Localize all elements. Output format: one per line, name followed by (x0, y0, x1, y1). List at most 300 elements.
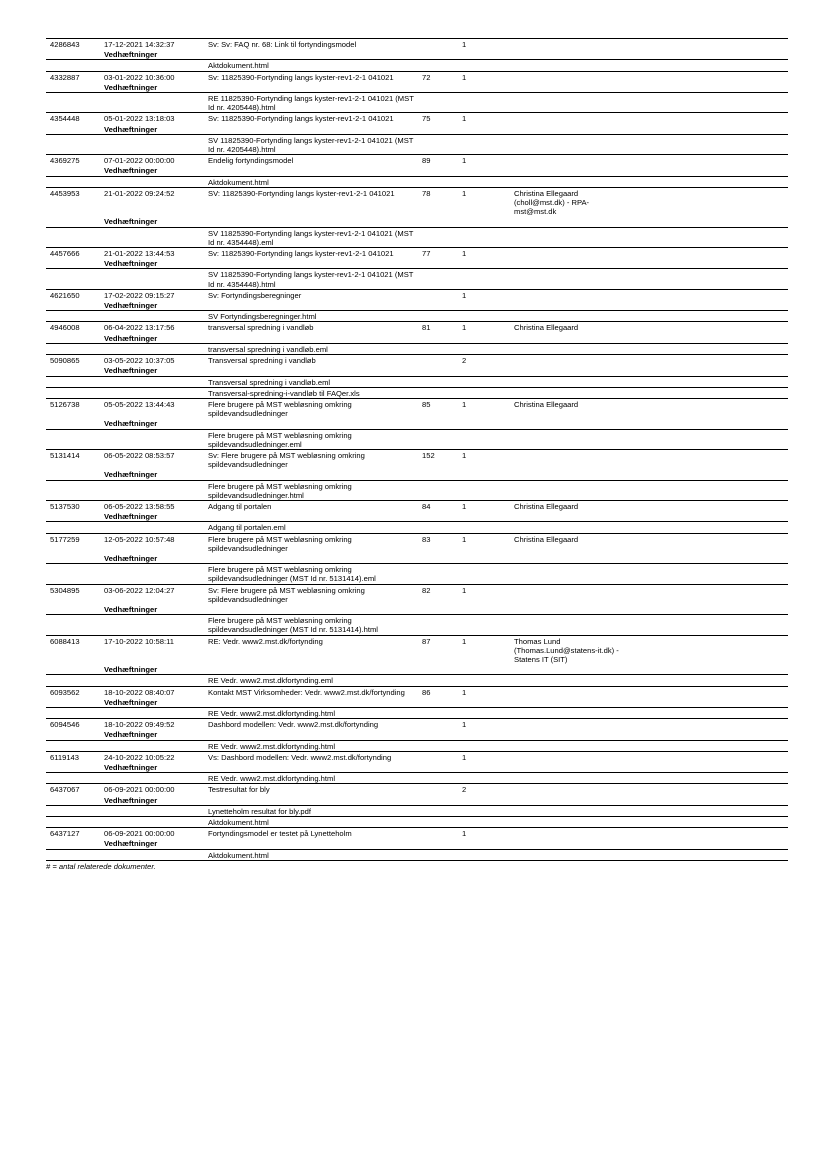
record-person: Christina Ellegaard (choll@mst.dk) - RPA-mst@mst.dk (510, 187, 630, 216)
attachment-file[interactable]: RE Vedr. www2.mst.dkfortynding.html (204, 740, 418, 751)
record-pages: 83 (418, 533, 458, 553)
empty-cell (46, 604, 100, 615)
record-related-count: 1 (458, 584, 510, 604)
record-related-count: 1 (458, 533, 510, 553)
empty-cell (46, 511, 100, 522)
empty-cell (204, 333, 788, 344)
record-date: 05-05-2022 13:44:43 (100, 398, 204, 418)
record-id: 4354448 (46, 113, 100, 124)
attachment-file[interactable]: SV 11825390-Fortynding langs kyster-rev1-2-1 041021 (MST Id nr. 4205448).html (204, 134, 418, 154)
attachments-label: Vedhæftninger (104, 470, 158, 480)
attachments-label: Vedhæftninger (104, 259, 158, 269)
attachment-row (46, 311, 788, 322)
empty-cell (100, 615, 204, 635)
records-table (46, 38, 788, 861)
empty-cell (204, 124, 788, 135)
record-date: 06-05-2022 13:58:55 (100, 500, 204, 511)
attachments-header-row (46, 511, 788, 522)
empty-cell (46, 675, 100, 686)
record-date: 06-05-2022 08:53:57 (100, 449, 204, 469)
record-row (46, 635, 788, 664)
empty-cell (100, 773, 204, 784)
record-person (510, 71, 630, 82)
record-pages (418, 289, 458, 300)
empty-cell (100, 134, 204, 154)
empty-cell (46, 124, 100, 135)
record-id: 5137530 (46, 500, 100, 511)
attachments-label: Vedhæftninger (104, 697, 158, 707)
record-related-count: 1 (458, 719, 510, 730)
record-title: Fortyndingsmodel er testet på Lynetteholm (204, 828, 418, 839)
attachments-header-row (46, 300, 788, 311)
attachment-file[interactable]: Transversal-spredning-i-vandløb til FAQer.xls (204, 387, 418, 398)
record-pages (418, 39, 458, 50)
empty-cell (46, 365, 100, 376)
record-pages (418, 828, 458, 839)
attachments-header-row (46, 365, 788, 376)
attachment-file[interactable]: Aktdokument.html (204, 176, 418, 187)
empty-cell (46, 311, 100, 322)
record-related-count: 1 (458, 322, 510, 333)
attachments-header-row (46, 762, 788, 773)
record-related-count: 2 (458, 355, 510, 366)
record-id: 4453953 (46, 187, 100, 216)
record-person (510, 39, 630, 50)
attachments-label: Vedhæftninger (104, 512, 158, 522)
record-id: 6088413 (46, 635, 100, 664)
record-id: 4369275 (46, 155, 100, 166)
record-date: 06-09-2021 00:00:00 (100, 828, 204, 839)
record-filler (630, 322, 788, 333)
record-date: 21-01-2022 09:24:52 (100, 187, 204, 216)
record-related-count: 1 (458, 500, 510, 511)
empty-cell (204, 469, 788, 480)
record-id: 6093562 (46, 686, 100, 697)
empty-cell (204, 216, 788, 227)
record-row (46, 355, 788, 366)
attachment-row (46, 708, 788, 719)
attachment-file[interactable]: transversal spredning i vandløb.eml (204, 343, 418, 354)
empty-cell (418, 343, 788, 354)
attachments-label: Vedhæftninger (104, 301, 158, 311)
record-filler (630, 398, 788, 418)
attachment-file[interactable]: RE Vedr. www2.mst.dkfortynding.html (204, 708, 418, 719)
attachment-row (46, 615, 788, 635)
empty-cell (418, 311, 788, 322)
empty-cell (46, 165, 100, 176)
record-pages (418, 751, 458, 762)
record-id: 6437127 (46, 828, 100, 839)
attachment-row (46, 773, 788, 784)
attachments-label: Vedhæftninger (104, 166, 158, 176)
record-person: Thomas Lund (Thomas.Lund@statens-it.dk) - Statens IT (SIT) (510, 635, 630, 664)
record-person (510, 449, 630, 469)
attachment-file[interactable]: Aktdokument.html (204, 60, 418, 71)
attachment-file[interactable]: SV 11825390-Fortynding langs kyster-rev1-2-1 041021 (MST Id nr. 4354448).eml (204, 227, 418, 247)
attachment-file[interactable]: RE 11825390-Fortynding langs kyster-rev1-2-1 041021 (MST Id nr. 4205448).html (204, 93, 418, 113)
record-id: 6437067 (46, 784, 100, 795)
attachment-row (46, 429, 788, 449)
record-related-count: 1 (458, 71, 510, 82)
record-row (46, 155, 788, 166)
attachment-row (46, 564, 788, 584)
record-id: 4621650 (46, 289, 100, 300)
record-id: 6119143 (46, 751, 100, 762)
record-title: Vs: Dashbord modellen: Vedr. www2.mst.dk/fortynding (204, 751, 418, 762)
attachments-label: Vedhæftninger (104, 333, 158, 343)
attachment-row (46, 134, 788, 154)
empty-cell (418, 429, 788, 449)
attachment-row (46, 376, 788, 387)
record-title: Sv: 11825390-Fortynding langs kyster-rev1-2-1 041021 (204, 113, 418, 124)
empty-cell (100, 93, 204, 113)
record-person: Christina Ellegaard (510, 322, 630, 333)
empty-cell (204, 604, 788, 615)
attachments-label: Vedhæftninger (104, 82, 158, 92)
record-filler (630, 828, 788, 839)
empty-cell (46, 615, 100, 635)
empty-cell (100, 176, 204, 187)
attachments-header-row (46, 604, 788, 615)
record-person (510, 355, 630, 366)
record-pages (418, 719, 458, 730)
record-filler (630, 784, 788, 795)
attachment-row (46, 60, 788, 71)
record-date: 17-10-2022 10:58:11 (100, 635, 204, 664)
record-date: 06-04-2022 13:17:56 (100, 322, 204, 333)
empty-cell (46, 418, 100, 429)
empty-cell (46, 838, 100, 849)
record-pages: 77 (418, 248, 458, 259)
record-pages: 75 (418, 113, 458, 124)
empty-cell (418, 849, 788, 860)
empty-cell (204, 49, 788, 60)
record-row (46, 187, 788, 216)
empty-cell (46, 376, 100, 387)
empty-cell (418, 387, 788, 398)
record-pages: 89 (418, 155, 458, 166)
attachments-header-row (46, 258, 788, 269)
record-person: Christina Ellegaard (510, 533, 630, 553)
record-person (510, 289, 630, 300)
attachments-label: Vedhæftninger (104, 795, 158, 805)
attachments-header-row (46, 697, 788, 708)
attachments-label: Vedhæftninger (104, 124, 158, 134)
record-date: 21-01-2022 13:44:53 (100, 248, 204, 259)
empty-cell (418, 708, 788, 719)
record-filler (630, 71, 788, 82)
record-title: Sv: 11825390-Fortynding langs kyster-rev1-2-1 041021 (204, 71, 418, 82)
record-person (510, 828, 630, 839)
record-row (46, 500, 788, 511)
record-title: Kontakt MST Virksomheder: Vedr. www2.mst.dk/fortynding (204, 686, 418, 697)
attachment-row (46, 387, 788, 398)
attachment-file[interactable]: SV 11825390-Fortynding langs kyster-rev1-2-1 041021 (MST Id nr. 4354448).html (204, 269, 418, 289)
record-person (510, 686, 630, 697)
empty-cell (46, 93, 100, 113)
empty-cell (100, 849, 204, 860)
attachment-file[interactable]: Flere brugere på MST webløsning omkring spildevandsudledninger (MST Id nr. 5131414).html (204, 615, 418, 635)
empty-cell (204, 838, 788, 849)
empty-cell (100, 60, 204, 71)
record-title: Sv: Fortyndingsberegninger (204, 289, 418, 300)
empty-cell (46, 216, 100, 227)
record-filler (630, 635, 788, 664)
record-title: SV: 11825390-Fortynding langs kyster-rev1-2-1 041021 (204, 187, 418, 216)
attachment-row (46, 817, 788, 828)
record-filler (630, 584, 788, 604)
record-row (46, 39, 788, 50)
record-row (46, 71, 788, 82)
record-date: 18-10-2022 08:40:07 (100, 686, 204, 697)
record-filler (630, 355, 788, 366)
empty-cell (46, 134, 100, 154)
empty-cell (204, 82, 788, 93)
empty-cell (46, 740, 100, 751)
empty-cell (418, 176, 788, 187)
attachment-row (46, 269, 788, 289)
record-row (46, 248, 788, 259)
record-id: 4332887 (46, 71, 100, 82)
empty-cell (46, 469, 100, 480)
empty-cell (100, 675, 204, 686)
empty-cell (46, 429, 100, 449)
empty-cell (46, 343, 100, 354)
attachments-header-row (46, 216, 788, 227)
empty-cell (46, 300, 100, 311)
record-title: Testresultat for bly (204, 784, 418, 795)
record-person: Christina Ellegaard (510, 500, 630, 511)
empty-cell (418, 675, 788, 686)
record-filler (630, 500, 788, 511)
attachments-header-row (46, 82, 788, 93)
attachment-file[interactable]: Aktdokument.html (204, 817, 418, 828)
empty-cell (100, 522, 204, 533)
empty-cell (46, 664, 100, 675)
record-row (46, 828, 788, 839)
attachment-file[interactable]: Transversal spredning i vandløb.eml (204, 376, 418, 387)
record-filler (630, 155, 788, 166)
record-id: 5131414 (46, 449, 100, 469)
empty-cell (418, 227, 788, 247)
record-row (46, 533, 788, 553)
attachment-row (46, 480, 788, 500)
record-pages: 86 (418, 686, 458, 697)
record-date: 03-05-2022 10:37:05 (100, 355, 204, 366)
empty-cell (204, 258, 788, 269)
attachments-label: Vedhæftninger (104, 553, 158, 563)
empty-cell (46, 773, 100, 784)
empty-cell (100, 343, 204, 354)
footnote: # = antal relaterede dokumenter. (46, 861, 156, 871)
empty-cell (100, 387, 204, 398)
attachment-file[interactable]: Flere brugere på MST webløsning omkring spildevandsudledninger.html (204, 480, 418, 500)
empty-cell (418, 134, 788, 154)
record-date: 03-06-2022 12:04:27 (100, 584, 204, 604)
empty-cell (100, 564, 204, 584)
attachments-header-row (46, 469, 788, 480)
record-title: Transversal spredning i vandløb (204, 355, 418, 366)
empty-cell (204, 729, 788, 740)
record-pages (418, 784, 458, 795)
empty-cell (46, 333, 100, 344)
empty-cell (100, 708, 204, 719)
attachments-header-row (46, 165, 788, 176)
record-person (510, 248, 630, 259)
attachment-row (46, 93, 788, 113)
empty-cell (46, 697, 100, 708)
attachments-header-row (46, 124, 788, 135)
empty-cell (418, 805, 788, 816)
record-id: 5304895 (46, 584, 100, 604)
empty-cell (418, 740, 788, 751)
record-date: 12-05-2022 10:57:48 (100, 533, 204, 553)
record-pages (418, 355, 458, 366)
attachment-file[interactable]: Lynetteholm resultat for bly.pdf (204, 805, 418, 816)
record-filler (630, 187, 788, 216)
empty-cell (46, 795, 100, 806)
record-related-count: 1 (458, 39, 510, 50)
record-related-count: 1 (458, 113, 510, 124)
empty-cell (204, 795, 788, 806)
record-pages: 78 (418, 187, 458, 216)
record-filler (630, 113, 788, 124)
attachments-header-row (46, 49, 788, 60)
record-row (46, 398, 788, 418)
empty-cell (418, 615, 788, 635)
attachment-row (46, 343, 788, 354)
record-related-count: 1 (458, 398, 510, 418)
empty-cell (204, 418, 788, 429)
empty-cell (46, 522, 100, 533)
attachment-file[interactable]: SV Fortyndingsberegninger.html (204, 311, 418, 322)
empty-cell (418, 817, 788, 828)
attachments-header-row (46, 333, 788, 344)
empty-cell (204, 664, 788, 675)
attachments-header-row (46, 838, 788, 849)
empty-cell (100, 269, 204, 289)
empty-cell (46, 729, 100, 740)
attachment-row (46, 740, 788, 751)
empty-cell (46, 708, 100, 719)
empty-cell (418, 522, 788, 533)
record-title: Sv: Flere brugere på MST webløsning omkring spildevandsudledninger (204, 584, 418, 604)
record-title: RE: Vedr. www2.mst.dk/fortynding (204, 635, 418, 664)
attachment-row (46, 522, 788, 533)
attachment-row (46, 176, 788, 187)
record-row (46, 449, 788, 469)
empty-cell (46, 564, 100, 584)
record-person (510, 751, 630, 762)
attachment-row (46, 675, 788, 686)
attachment-file[interactable]: Flere brugere på MST webløsning omkring spildevandsudledninger (MST Id nr. 5131414).eml (204, 564, 418, 584)
record-filler (630, 533, 788, 553)
empty-cell (46, 258, 100, 269)
empty-cell (46, 387, 100, 398)
record-title: Adgang til portalen (204, 500, 418, 511)
empty-cell (46, 176, 100, 187)
record-id: 5177259 (46, 533, 100, 553)
record-title: Sv: Flere brugere på MST webløsning omkring spildevandsudledninger (204, 449, 418, 469)
record-id: 5090865 (46, 355, 100, 366)
record-related-count: 2 (458, 784, 510, 795)
attachments-header-row (46, 729, 788, 740)
empty-cell (204, 697, 788, 708)
attachment-file[interactable]: Flere brugere på MST webløsning omkring spildevandsudledninger.eml (204, 429, 418, 449)
record-id: 4946008 (46, 322, 100, 333)
record-related-count: 1 (458, 289, 510, 300)
record-row (46, 784, 788, 795)
record-row (46, 584, 788, 604)
record-filler (630, 248, 788, 259)
record-date: 17-02-2022 09:15:27 (100, 289, 204, 300)
attachments-label: Vedhæftninger (104, 730, 158, 740)
record-title: Endelig fortyndingsmodel (204, 155, 418, 166)
empty-cell (46, 82, 100, 93)
empty-cell (100, 311, 204, 322)
empty-cell (100, 817, 204, 828)
empty-cell (46, 553, 100, 564)
record-title: transversal spredning i vandløb (204, 322, 418, 333)
empty-cell (46, 49, 100, 60)
attachment-file[interactable]: Aktdokument.html (204, 849, 418, 860)
record-related-count: 1 (458, 449, 510, 469)
empty-cell (204, 511, 788, 522)
record-row (46, 751, 788, 762)
empty-cell (204, 365, 788, 376)
empty-cell (418, 564, 788, 584)
empty-cell (204, 300, 788, 311)
record-filler (630, 449, 788, 469)
record-pages: 87 (418, 635, 458, 664)
attachment-row (46, 805, 788, 816)
attachments-label: Vedhæftninger (104, 366, 158, 376)
empty-cell (100, 429, 204, 449)
empty-cell (418, 480, 788, 500)
empty-cell (100, 740, 204, 751)
empty-cell (46, 849, 100, 860)
empty-cell (46, 805, 100, 816)
attachment-file[interactable]: RE Vedr. www2.mst.dkfortynding.eml (204, 675, 418, 686)
document-page (46, 38, 788, 871)
record-id: 5126738 (46, 398, 100, 418)
record-filler (630, 751, 788, 762)
record-related-count: 1 (458, 686, 510, 697)
attachments-header-row (46, 418, 788, 429)
empty-cell (46, 227, 100, 247)
record-related-count: 1 (458, 187, 510, 216)
record-id: 4286843 (46, 39, 100, 50)
empty-cell (100, 805, 204, 816)
record-filler (630, 39, 788, 50)
record-row (46, 686, 788, 697)
attachments-label: Vedhæftninger (104, 217, 158, 227)
empty-cell (100, 480, 204, 500)
record-date: 06-09-2021 00:00:00 (100, 784, 204, 795)
empty-cell (46, 762, 100, 773)
record-filler (630, 289, 788, 300)
empty-cell (204, 553, 788, 564)
attachment-file[interactable]: RE Vedr. www2.mst.dkfortynding.html (204, 773, 418, 784)
record-title: Sv: Sv: FAQ nr. 68: Link til fortyndingsmodel (204, 39, 418, 50)
empty-cell (100, 376, 204, 387)
attachments-label: Vedhæftninger (104, 763, 158, 773)
empty-cell (46, 269, 100, 289)
attachment-file[interactable]: Adgang til portalen.eml (204, 522, 418, 533)
record-date: 24-10-2022 10:05:22 (100, 751, 204, 762)
record-title: Flere brugere på MST webløsning omkring spildevandsudledninger (204, 533, 418, 553)
record-filler (630, 686, 788, 697)
